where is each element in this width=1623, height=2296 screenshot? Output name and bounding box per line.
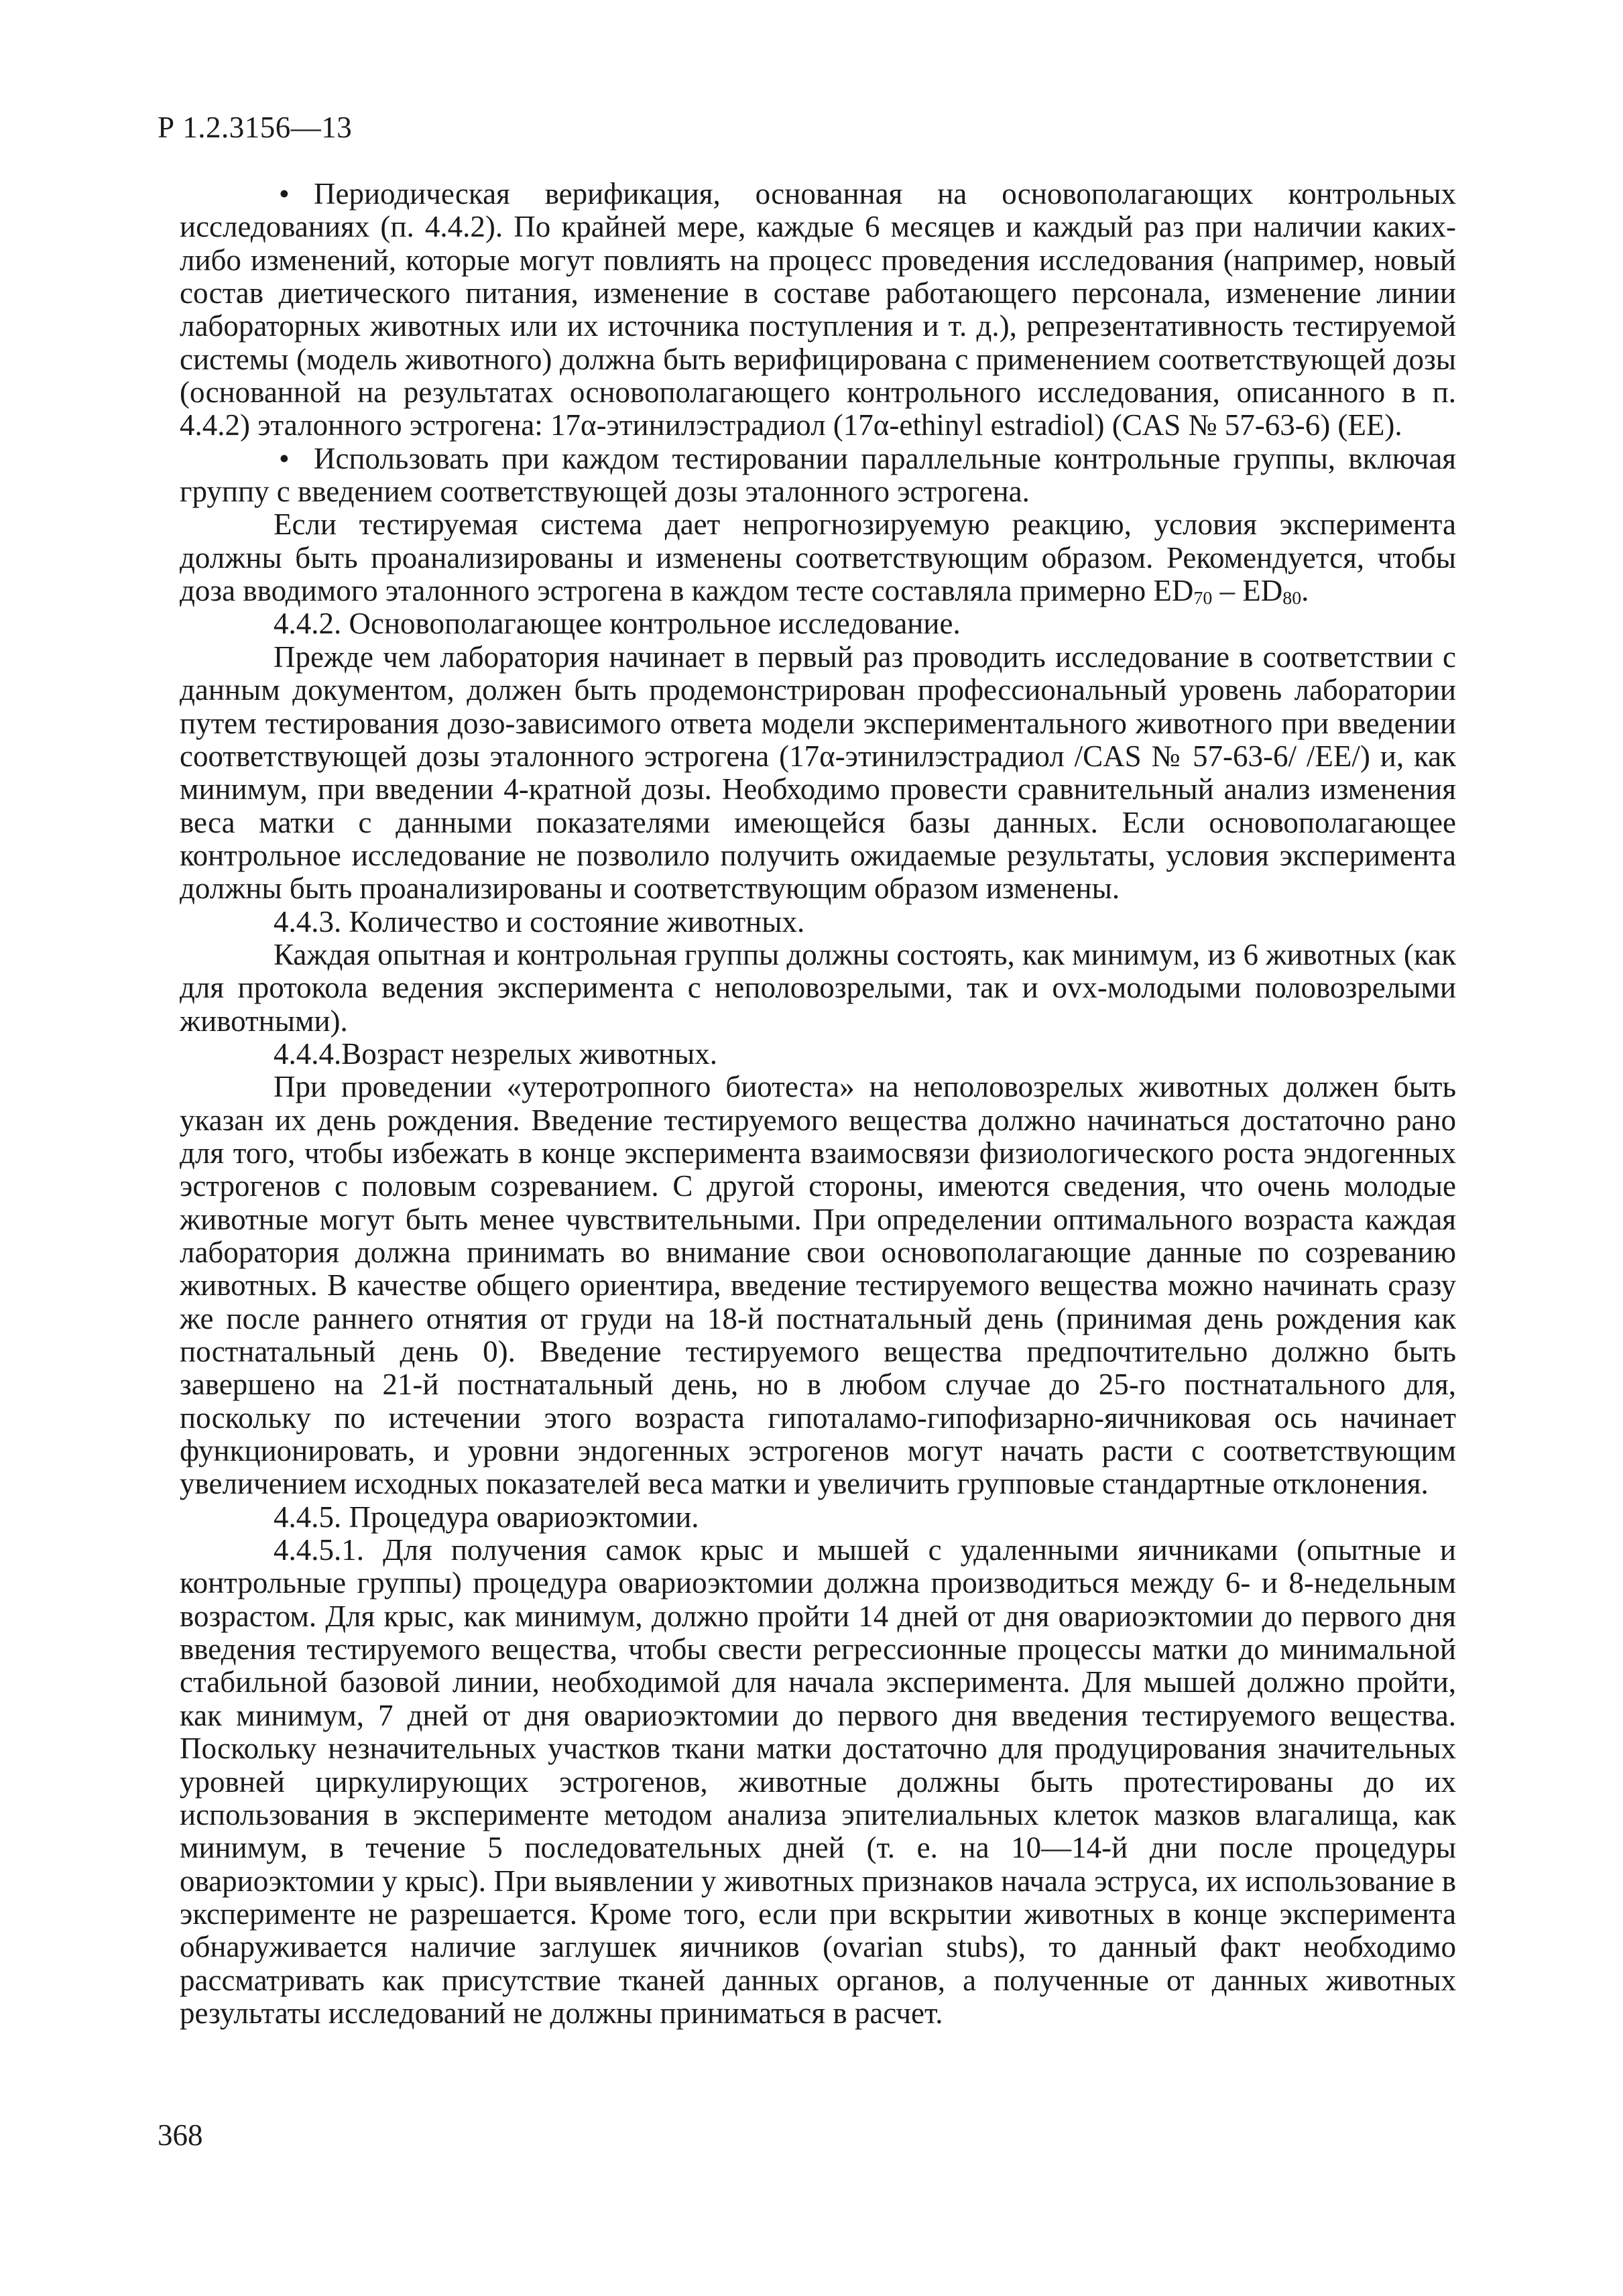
paragraph-control-groups bbox=[180, 442, 1456, 509]
paragraph-text: Использовать при каждом тестировании параллельные контрольные группы, включая группу с введением соответствующей дозы эталонного эстрогена. bbox=[180, 441, 1456, 509]
ed70-subscript: 70 bbox=[1193, 588, 1213, 609]
paragraph-periodic-verification bbox=[180, 178, 1456, 442]
paragraph-immature-age: При проведении «утеротропного биотеста» на неполовозрелых животных должен быть указан их день рождения. Введение тестируемого вещества должно начинаться достаточно рано для того, чтобы избежать в конце эксперимента взаимосвязи физиологического роста эндогенных эстрогенов с половым созреванием. С другой стороны, имеются сведения, что очень молодые животные могут быть менее чувствительными. При определении оптимального возраста каждая лаборатория должна принимать во внимание свои основополагающие данные по созреванию животных. В качестве общего ориентира, введение тестируемого вещества можно начинать сразу же после раннего отнятия от груди на 18-й постнатальный день (принимая день рождения как постнатальный день 0). Введение тестируемого вещества предпочтительно должно быть завершено на 21-й постнатальный день, но в любом случае до 25-го постнатального для, поскольку по истечении этого возраста гипоталамо-гипофизарно-яичниковая ось начинает функционировать, и уровни эндогенных эстрогенов могут начать расти с соответствующим увеличением исходных показателей веса матки и увеличить групповые стандартные отклонения. bbox=[180, 1070, 1456, 1501]
paragraph-animal-count: Каждая опытная и контрольная группы должны состоять, как минимум, из 6 животных (как для протокола ведения эксперимента с неполовозрелыми, так и ovx-молодыми половозрелыми животными). bbox=[180, 937, 1456, 1038]
paragraph-text: Периодическая верификация, основанная на основополагающих контрольных исследованиях (п. 4.4.2). По крайней мере, каждые 6 месяцев и каждый раз при наличии каких-либо изменений, которые могут повлиять на процесс проведения исследования (например, новый состав диетического питания, изменение в составе работающего персонала, изменение линии лабораторных животных или их источника поступления и т. д.), репрезентативность тестируемой системы (модель животного) должна быть верифицирована с применением соответствующей дозы (основанной на результатах основополагающего контрольного исследования, описанного в п. 4.4.2) эталонного эстрогена: 17α-этинилэстрадиол (17α-ethinyl estradiol) (CAS № 57-63-6) (EE). bbox=[180, 177, 1456, 442]
ed-dash-text: – ED bbox=[1212, 574, 1283, 608]
document-code: Р 1.2.3156—13 bbox=[158, 111, 353, 144]
paragraph-ovariectomy: 4.4.5.1. Для получения самок крыс и мышей с удаленными яичниками (опытные и контрольные группы) процедура овариоэктомии должна производиться между 6- и 8-недельным возрастом. Для крыс, как минимум, должно пройти 14 дней от дня овариоэктомии до первого дня введения тестируемого вещества, чтобы свести регрессионные процессы матки до минимальной стабильной базовой линии, необходимой для начала эксперимента. Для мышей должно пройти, как минимум, 7 дней от дня овариоэктомии до первого дня введения тестируемого вещества. Поскольку незначительных участков ткани матки достаточно для продуцирования значительных уровней циркулирующих эстрогенов, животные должны быть протестированы до их использования в эксперименте методом анализа эпителиальных клеток мазков влагалища, как минимум, в течение 5 последовательных дней (т. е. на 10—14-й дни после процедуры овариоэктомии у крыс). При выявлении у животных признаков начала эструса, их использование в эксперименте не разрешается. Кроме того, если при вскрытии животных в конце эксперимента обнаруживается наличие заглушек яичников (ovarian stubs), то данный факт необходимо рассматривать как присутствие тканей данных органов, а полученные от данных животных результаты исследований не должны приниматься в расчет. bbox=[180, 1533, 1456, 2030]
section-heading-4-4-2: 4.4.2. Основополагающее контрольное исследование. bbox=[274, 607, 961, 641]
section-heading-4-4-5: 4.4.5. Процедура овариоэктомии. bbox=[274, 1500, 699, 1534]
bullet-icon: • bbox=[279, 177, 290, 210]
document-body bbox=[180, 178, 1456, 2030]
section-heading-4-4-4: 4.4.4.Возраст незрелых животных. bbox=[274, 1036, 717, 1071]
sentence-end: . bbox=[1301, 574, 1309, 608]
paragraph-unpredicted-reaction bbox=[180, 508, 1456, 607]
section-heading-4-4-3: 4.4.3. Количество и состояние животных. bbox=[274, 904, 805, 939]
paragraph-baseline-study: Прежде чем лаборатория начинает в первый раз проводить исследование в соответствии с данным документом, должен быть продемонстрирован профессиональный уровень лаборатории путем тестирования дозо-зависимого ответа модели экспериментального животного при введении соответствующей дозы эталонного эстрогена (17α-этинилэстрадиол /CAS № 57-63-6/ /EE/) и, как минимум, при введении 4-кратной дозы. Необходимо провести сравнительный анализ изменения веса матки с данными показателями имеющейся базы данных. Если основополагающее контрольное исследование не позволило получить ожидаемые результаты, условия эксперимента должны быть проанализированы и соответствующим образом изменены. bbox=[180, 640, 1456, 906]
paragraph-text: Если тестируемая система дает непрогнозируемую реакцию, условия эксперимента должны быть проанализированы и изменены соответствующим образом. Рекомендуется, чтобы доза вводимого эталонного эстрогена в каждом тесте составляла примерно ED bbox=[180, 507, 1456, 608]
ed80-subscript: 80 bbox=[1282, 588, 1302, 609]
bullet-icon: • bbox=[279, 441, 290, 475]
page-number: 368 bbox=[158, 2118, 203, 2152]
